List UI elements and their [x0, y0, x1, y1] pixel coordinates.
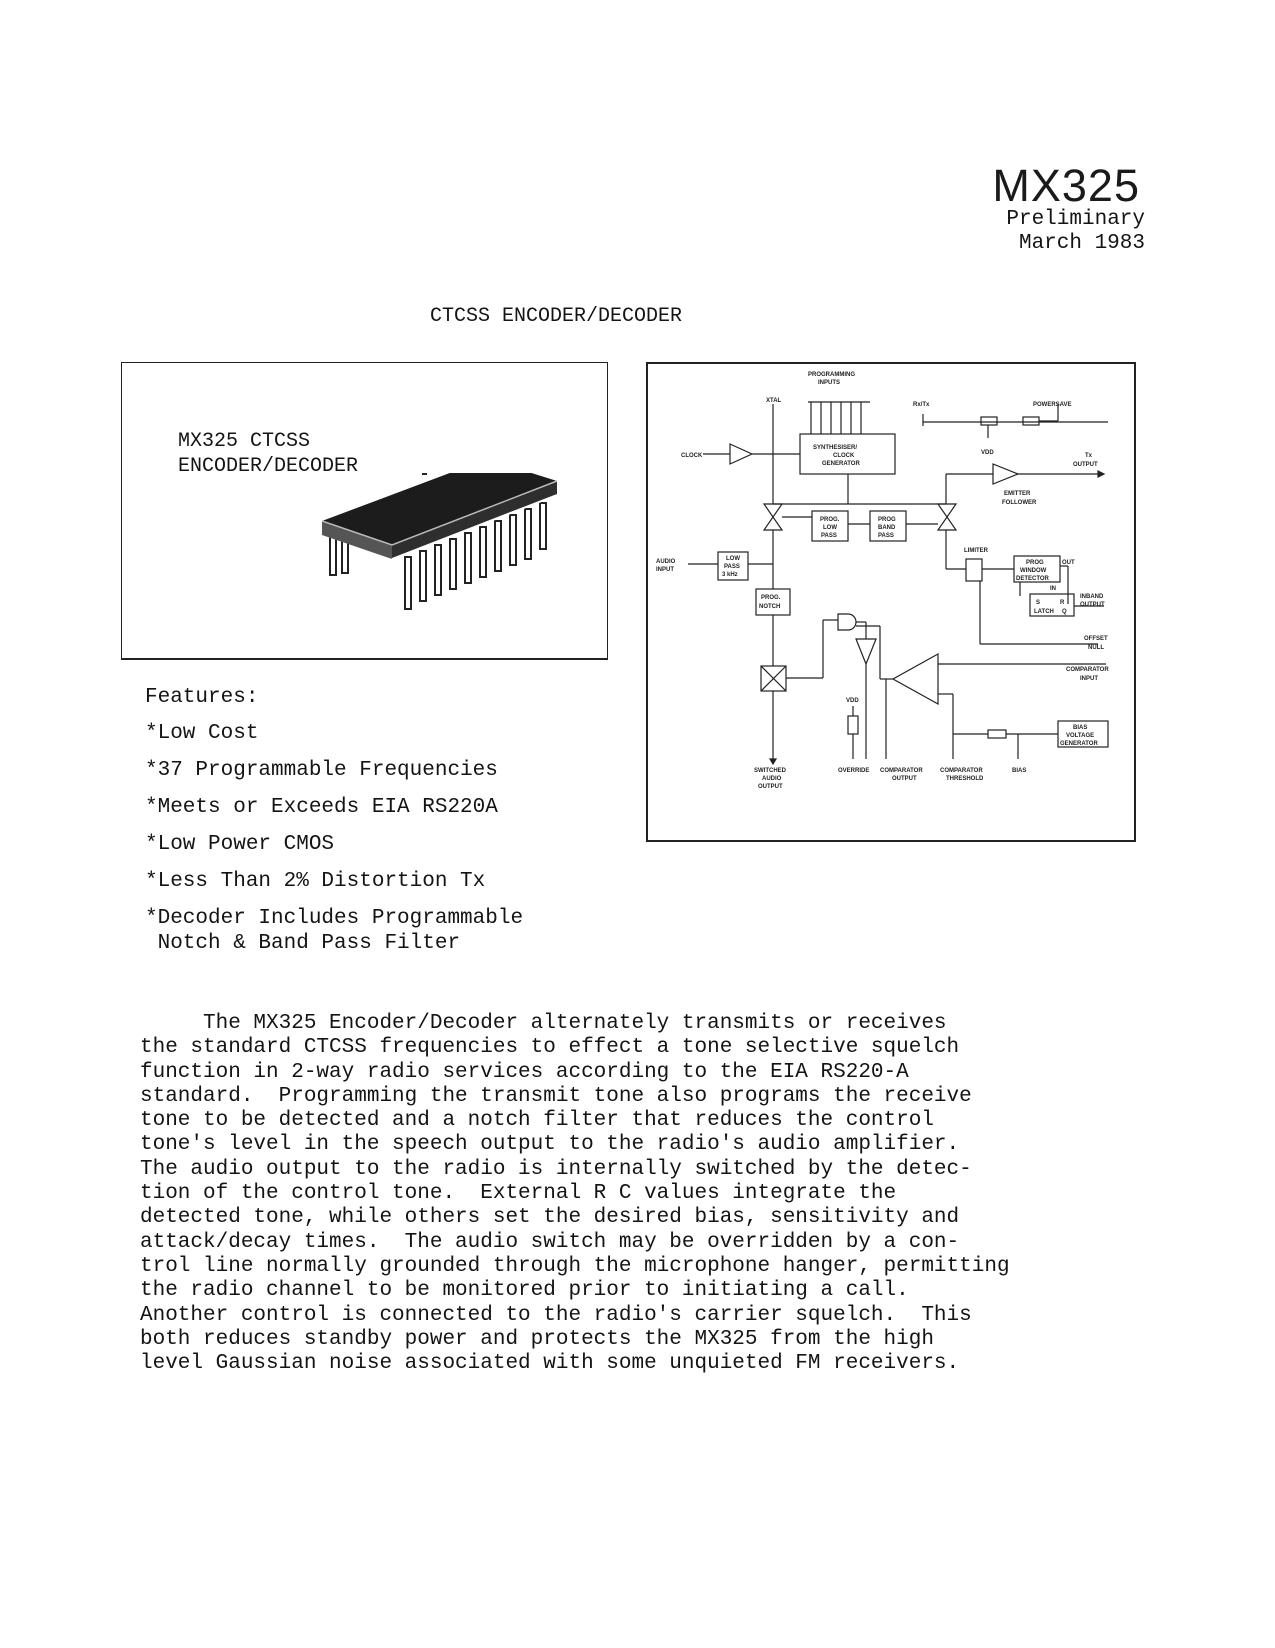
diagram-label: LOW: [823, 525, 837, 531]
description-paragraph: The MX325 Encoder/Decoder alternately transmits or receives the standard CTCSS frequencies to effect a tone selective squelch function in 2-way radio services according to the EIA RS220-A standard. Programming the transmit tone also programs the receive tone to be detected and a notch filter that reduces the control tone's level in the speech output to the radio's audio amplifier. The audio output to the radio is internally switched by the detec- tion of the control tone. External R C values integrate the detected tone, while others set the desired bias, sensitivity and attack/decay times. The audio switch may be overridden by a con- trol line normally grounded through the microphone hanger, permitting the radio channel to be monitored prior to initiating a call. Another control is connected to the radio's carrier squelch. This both reduces standby power and protects the MX325 from the high level Gaussian noise associated with some unquieted FM receivers.: [140, 1012, 1010, 1376]
diagram-label: OUTPUT: [758, 784, 783, 790]
diagram-label: BIAS: [1012, 768, 1027, 774]
diagram-label: PASS: [878, 533, 894, 539]
diagram-label: LIMITER: [964, 548, 988, 554]
diagram-label: COMPARATOR: [880, 768, 923, 774]
diagram-label: OUT: [1062, 560, 1075, 566]
diagram-label: VDD: [846, 698, 859, 704]
chip-panel: [121, 362, 608, 660]
diagram-label: 3 kHz: [722, 572, 738, 578]
features-heading: Features:: [145, 686, 259, 709]
diagram-label: OUTPUT: [1080, 602, 1105, 608]
diagram-label: GENERATOR: [822, 461, 860, 467]
diagram-label: R: [1060, 600, 1065, 606]
diagram-label: PROG.: [761, 595, 781, 601]
diagram-label: VOLTAGE: [1066, 733, 1095, 739]
diagram-label: LATCH: [1034, 609, 1054, 615]
diagram-label: Q: [1062, 609, 1067, 615]
diagram-label: INPUT: [1080, 676, 1098, 682]
document-title: CTCSS ENCODER/DECODER: [430, 305, 683, 328]
features-list: [145, 721, 523, 956]
diagram-label: IN: [1050, 586, 1056, 592]
diagram-label: BIAS: [1073, 725, 1088, 731]
feature-item: *Meets or Exceeds EIA RS220A: [145, 796, 498, 819]
diagram-label: INPUTS: [818, 380, 841, 386]
diagram-label: GENERATOR: [1060, 741, 1098, 747]
document-date: March 1983: [1018, 232, 1145, 255]
diagram-label: INPUT: [656, 567, 674, 573]
diagram-label: PROG.: [820, 517, 840, 523]
diagram-label: PROG: [878, 517, 896, 523]
document-status: Preliminary: [1006, 208, 1145, 231]
diagram-label: THRESHOLD: [946, 776, 984, 782]
feature-item: *Less Than 2% Distortion Tx: [145, 870, 486, 893]
diagram-label: OVERRIDE: [838, 768, 870, 774]
diagram-label: AUDIO: [762, 776, 782, 782]
diagram-label: SWITCHED: [754, 768, 786, 774]
features-section: [145, 686, 523, 968]
diagram-label: FOLLOWER: [1002, 500, 1037, 506]
diagram-label: VDD: [981, 450, 994, 456]
diagram-label: CLOCK: [833, 453, 855, 459]
diagram-label: EMITTER: [1004, 491, 1031, 497]
diagram-label: COMPARATOR: [940, 768, 983, 774]
diagram-label: PROGRAMMING: [808, 372, 855, 378]
diagram-label: COMPARATOR: [1066, 667, 1109, 673]
diagram-label: DETECTOR: [1016, 576, 1049, 582]
diagram-label: Rx/Tx: [913, 402, 930, 408]
block-diagram: [648, 364, 1134, 840]
dip-chip-illustration: [322, 473, 582, 623]
diagram-label: OUTPUT: [1073, 462, 1098, 468]
diagram-label: WINDOW: [1020, 568, 1047, 574]
diagram-label: Tx: [1085, 453, 1093, 459]
diagram-label: NOTCH: [759, 604, 781, 610]
chip-caption: MX325 CTCSS ENCODER/DECODER: [178, 430, 359, 478]
diagram-label: INBAND: [1080, 594, 1104, 600]
feature-item: *Low Cost: [145, 722, 259, 745]
diagram-label: OFFSET: [1084, 636, 1108, 642]
diagram-label: BAND: [878, 525, 896, 531]
diagram-label: PASS: [821, 533, 837, 539]
diagram-label: AUDIO: [656, 559, 676, 565]
feature-item: *Low Power CMOS: [145, 833, 335, 856]
part-number: MX325: [992, 160, 1140, 211]
diagram-label: S: [1036, 600, 1041, 606]
block-diagram-panel: [646, 362, 1136, 842]
feature-item: *Decoder Includes Programmable Notch & Band Pass Filter: [145, 907, 524, 955]
diagram-label: SYNTHESISER/: [813, 445, 858, 451]
diagram-label: XTAL: [766, 398, 782, 404]
diagram-label: LOW: [726, 556, 740, 562]
diagram-label: CLOCK: [681, 453, 703, 459]
feature-item: *37 Programmable Frequencies: [145, 759, 498, 782]
diagram-label: NULL: [1088, 645, 1104, 651]
diagram-label: OUTPUT: [892, 776, 917, 782]
diagram-label: PROG: [1026, 560, 1044, 566]
diagram-label: POWERSAVE: [1033, 402, 1072, 408]
diagram-label: PASS: [724, 564, 740, 570]
